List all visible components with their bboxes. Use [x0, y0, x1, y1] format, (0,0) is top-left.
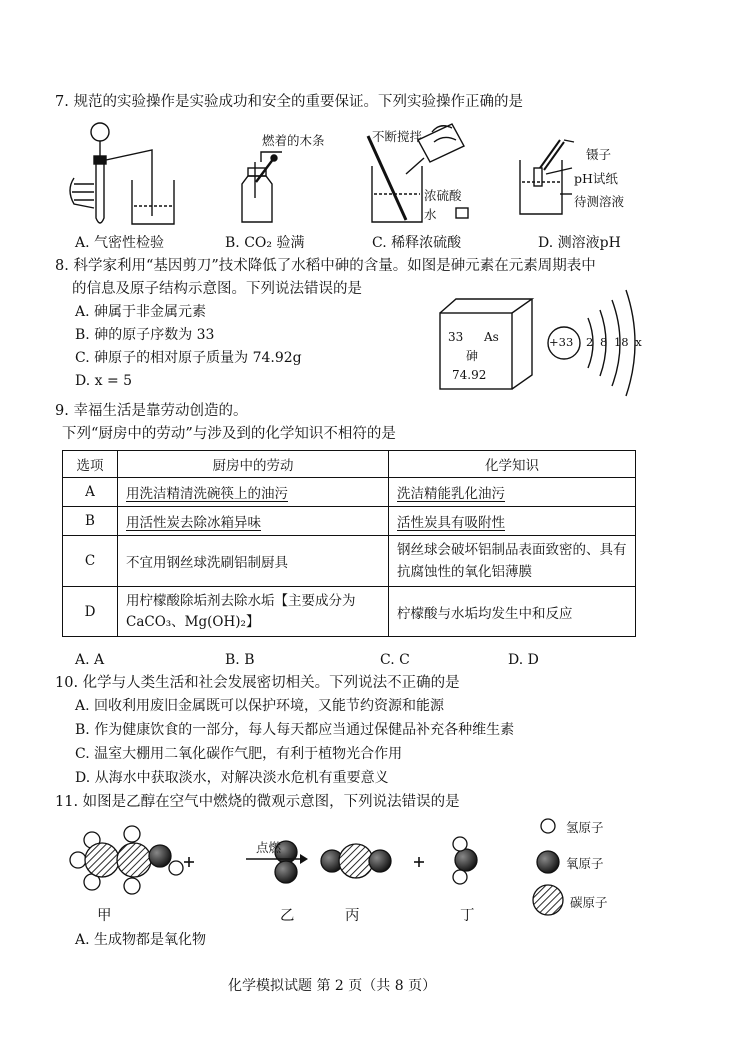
table-header-option: 选项 [63, 451, 118, 478]
reaction-condition: 点燃 [256, 840, 282, 855]
q10-stem: 10. 化学与人类生活和社会发展密切相关。下列说法不正确的是 [55, 675, 460, 691]
q7-stem: 7. 规范的实验操作是实验成功和安全的重要保证。下列实验操作正确的是 [55, 94, 523, 110]
table-header-row [63, 451, 636, 478]
table-row [63, 478, 636, 507]
table-cell-labor: 不宜用钢丝球洗刷铝制厨具 [118, 536, 389, 587]
molecule-label-jia: 甲 [97, 908, 112, 924]
table-header-labor: 厨房中的劳动 [118, 451, 389, 478]
legend-hydrogen: 氢原子 [566, 820, 604, 835]
table-cell-key: D [63, 587, 118, 637]
atom-shell-electrons: 2 8 18 x [586, 335, 642, 349]
table-cell-knowledge: 洗洁精能乳化油污 [397, 486, 505, 502]
legend-oxygen: 氧原子 [566, 856, 604, 871]
q8-stem-line2: 的信息及原子结构示意图。下列说法错误的是 [72, 281, 362, 297]
atom-nucleus-label: +33 [549, 335, 574, 349]
q7-label-tweezer: 镊子 [586, 147, 612, 162]
q9-answer-b: B. B [225, 652, 255, 668]
q8-option-d: D. x = 5 [75, 373, 133, 389]
table-cell-knowledge: 活性炭具有吸附性 [397, 515, 505, 531]
q10-option-b: B. 作为健康饮食的一部分，每人每天都应当通过保健品补充各种维生素 [75, 722, 515, 738]
q7-label-water: 水 [424, 207, 437, 222]
q7-fig-a [70, 123, 174, 224]
q9-answer-a: A. A [75, 652, 105, 668]
table-cell-key: A [63, 478, 118, 507]
q8-option-c: C. 砷原子的相对原子质量为 74.92g [75, 350, 302, 366]
q11-option-a: A. 生成物都是氧化物 [75, 932, 207, 948]
q10-option-c: C. 温室大棚用二氧化碳作气肥，有利于植物光合作用 [75, 746, 403, 762]
q10-option-d: D. 从海水中获取淡水，对解决淡水危机有重要意义 [75, 770, 389, 786]
molecule-label-bing: 丙 [345, 908, 360, 924]
q9-stem-line2: 下列“厨房中的劳动”与涉及到的化学知识不相符的是 [62, 426, 396, 442]
element-number: 33 [448, 330, 464, 344]
table-header-knowledge: 化学知识 [389, 451, 636, 478]
molecule-label-yi: 乙 [280, 908, 295, 924]
table-row [63, 536, 636, 587]
table-row [63, 507, 636, 536]
q10-option-a: A. 回收利用废旧金属既可以保护环境，又能节约资源和能源 [75, 698, 445, 714]
table-cell-knowledge: 柠檬酸与水垢均发生中和反应 [389, 587, 636, 637]
q11-stem: 11. 如图是乙醇在空气中燃烧的微观示意图，下列说法错误的是 [55, 794, 460, 810]
molecule-label-ding: 丁 [460, 908, 475, 924]
q7-label-ph-paper: pH试纸 [574, 171, 618, 186]
q7-option-b: B. CO₂ 验满 [225, 235, 305, 251]
q7-option-c: C. 稀释浓硫酸 [372, 235, 462, 251]
q7-label-test-solution: 待测溶液 [574, 194, 625, 209]
table-cell-key: C [63, 536, 118, 587]
q7-option-d: D. 测溶液pH [538, 235, 621, 251]
q9-answer-d: D. D [508, 652, 539, 668]
q7-fig-d [520, 140, 574, 214]
q7-option-a: A. 气密性检验 [75, 235, 165, 251]
q7-label-burning-stick: 燃着的木条 [262, 133, 325, 148]
q9-table [62, 450, 636, 637]
table-cell-labor: 用柠檬酸除垢剂去除水垢【主要成分为CaCO₃、Mg(OH)₂】 [118, 587, 389, 637]
q7-fig-b [242, 152, 282, 222]
q7-label-stir: 不断搅拌 [372, 129, 423, 144]
table-row [63, 587, 636, 637]
element-mass: 74.92 [452, 368, 487, 382]
q8-option-b: B. 砷的原子序数为 33 [75, 327, 215, 343]
q7-label-acid: 浓硫酸 [424, 188, 462, 203]
q8-stem-line1: 8. 科学家利用“基因剪刀”技术降低了水稻中砷的含量。如图是砷元素在元素周期表中 [55, 258, 596, 274]
q7-figures [60, 118, 660, 236]
q9-answer-c: C. C [380, 652, 410, 668]
table-cell-key: B [63, 507, 118, 536]
q9-stem-line1: 9. 幸福生活是靠劳动创造的。 [55, 403, 248, 419]
table-cell-labor: 用洗洁精清洗碗筷上的油污 [126, 486, 288, 502]
table-cell-knowledge: 钢丝球会破坏铝制品表面致密的、具有抗腐蚀性的氧化铝薄膜 [389, 536, 636, 587]
legend-carbon: 碳原子 [570, 895, 608, 910]
table-cell-labor: 用活性炭去除冰箱异味 [126, 515, 261, 531]
q8-option-a: A. 砷属于非金属元素 [75, 304, 207, 320]
element-symbol: As [484, 330, 499, 344]
element-name: 砷 [466, 349, 479, 363]
page-footer: 化学模拟试题 第 2 页（共 8 页） [228, 978, 437, 994]
